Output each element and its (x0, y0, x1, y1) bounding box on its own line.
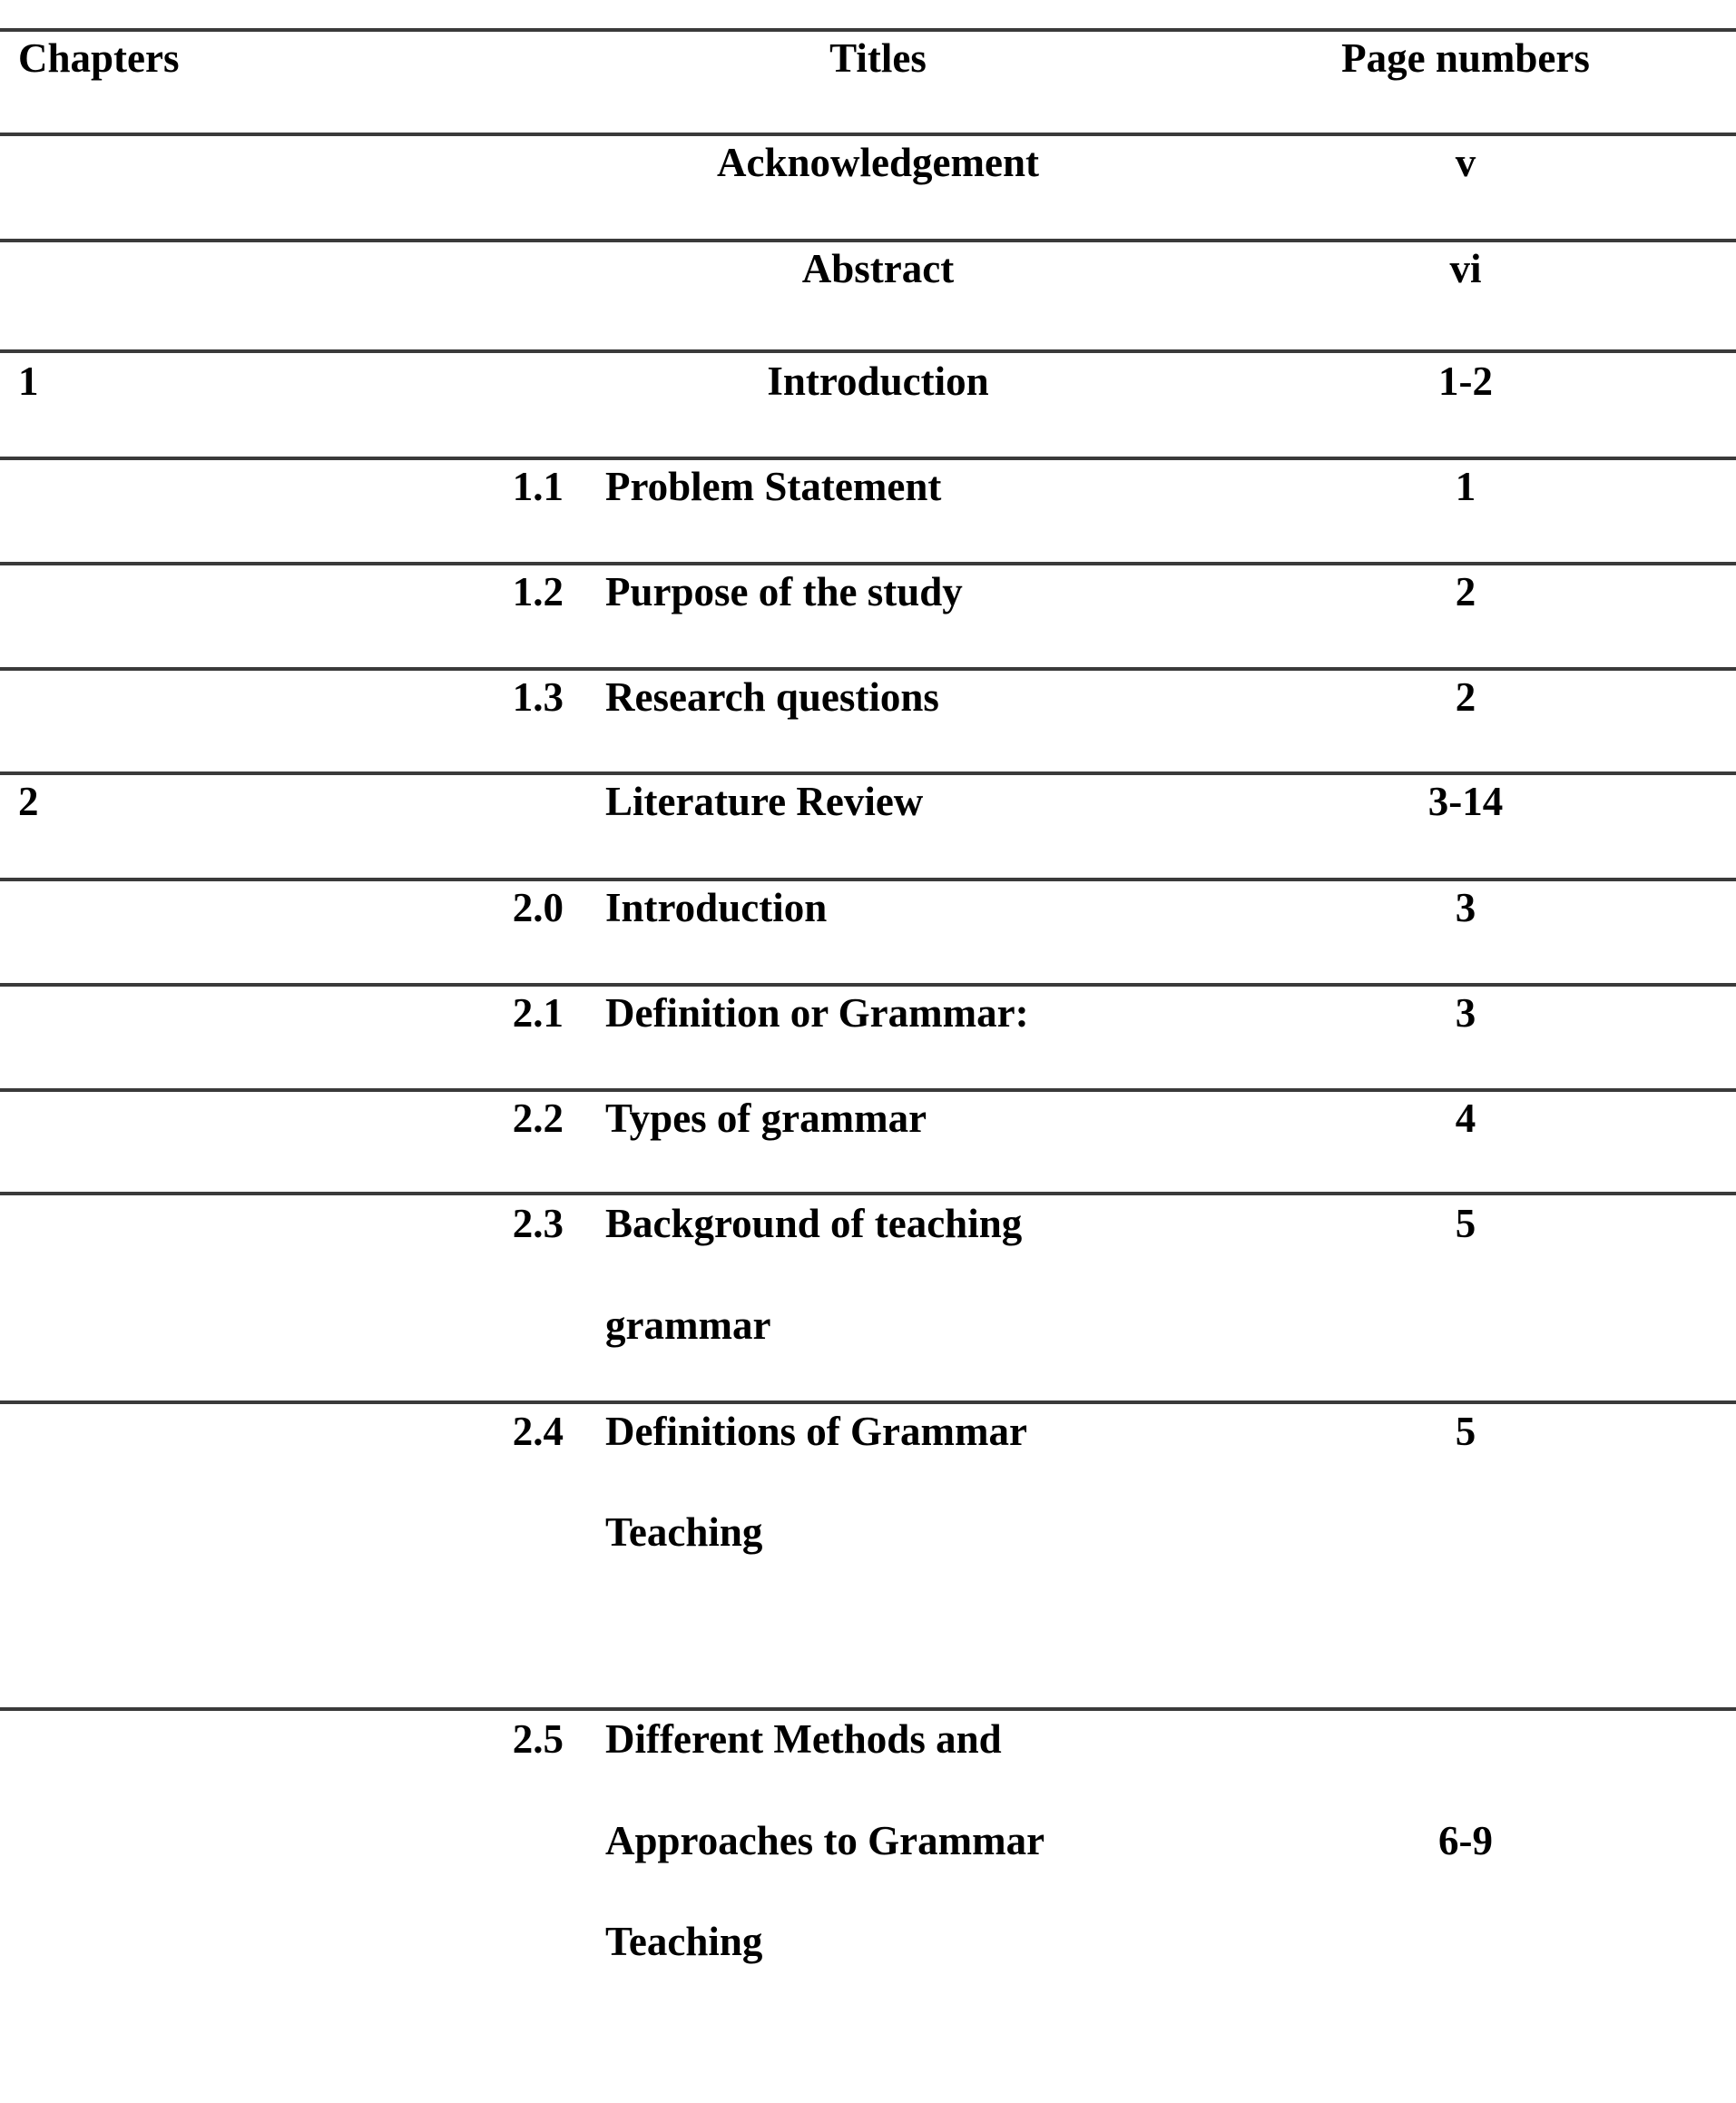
row-section-number: 2.5 (512, 1716, 564, 1762)
row-page-number: vi (1449, 246, 1482, 291)
row-divider (0, 133, 1736, 136)
row-divider (0, 1707, 1736, 1711)
row-title-line: Teaching (605, 1509, 763, 1555)
row-title-line: Different Methods and (605, 1716, 1002, 1762)
row-page-number: 3 (1455, 990, 1476, 1036)
row-title: Purpose of the study (605, 569, 963, 614)
row-divider (0, 239, 1736, 242)
row-page-number: 5 (1455, 1201, 1476, 1246)
row-divider (0, 771, 1736, 775)
row-divider (0, 1088, 1736, 1092)
row-title: Introduction (605, 885, 828, 930)
row-title: Types of grammar (605, 1096, 927, 1141)
row-page-number: 1-2 (1438, 359, 1493, 404)
row-title: Abstract (801, 246, 955, 291)
row-title: Problem Statement (605, 464, 942, 509)
row-chapter-number: 2 (18, 779, 39, 824)
row-divider (0, 1400, 1736, 1404)
table-top-rule (0, 28, 1736, 32)
row-chapter-number: 1 (18, 359, 39, 404)
row-page-number: 1 (1455, 464, 1476, 509)
row-divider (0, 667, 1736, 671)
row-section-number: 2.4 (512, 1409, 564, 1454)
row-title-line: grammar (605, 1302, 771, 1348)
row-section-number: 2.2 (512, 1096, 564, 1141)
row-section-number: 1.1 (512, 464, 564, 509)
row-title-line: Definitions of Grammar (605, 1409, 1027, 1454)
row-title-line: Approaches to Grammar (605, 1818, 1045, 1863)
page-numbers-header: Page numbers (1341, 35, 1590, 81)
row-title: Acknowledgement (717, 140, 1039, 185)
row-page-number: 3 (1455, 885, 1476, 930)
row-section-number: 2.3 (512, 1201, 564, 1246)
row-title-line: Teaching (605, 1919, 763, 1964)
row-page-number: 2 (1455, 674, 1476, 720)
row-page-number: 5 (1455, 1409, 1476, 1454)
row-section-number: 2.0 (512, 885, 564, 930)
row-title-line: Background of teaching (605, 1201, 1023, 1246)
row-divider (0, 457, 1736, 460)
row-divider (0, 983, 1736, 987)
row-divider (0, 562, 1736, 565)
row-title: Research questions (605, 674, 939, 720)
titles-header: Titles (829, 35, 927, 81)
row-page-number: 4 (1455, 1096, 1476, 1141)
row-page-number: 3-14 (1427, 779, 1504, 824)
row-title: Literature Review (605, 779, 924, 824)
row-title: Definition or Grammar: (605, 990, 1029, 1036)
chapters-header: Chapters (18, 35, 180, 81)
row-divider (0, 878, 1736, 881)
row-page-number: 2 (1455, 569, 1476, 614)
row-page-number: 6-9 (1438, 1818, 1493, 1863)
row-section-number: 2.1 (512, 990, 564, 1036)
row-divider (0, 1192, 1736, 1195)
row-section-number: 1.2 (512, 569, 564, 614)
row-section-number: 1.3 (512, 674, 564, 720)
row-title: Introduction (767, 359, 989, 404)
row-divider (0, 349, 1736, 353)
row-page-number: v (1455, 140, 1476, 185)
